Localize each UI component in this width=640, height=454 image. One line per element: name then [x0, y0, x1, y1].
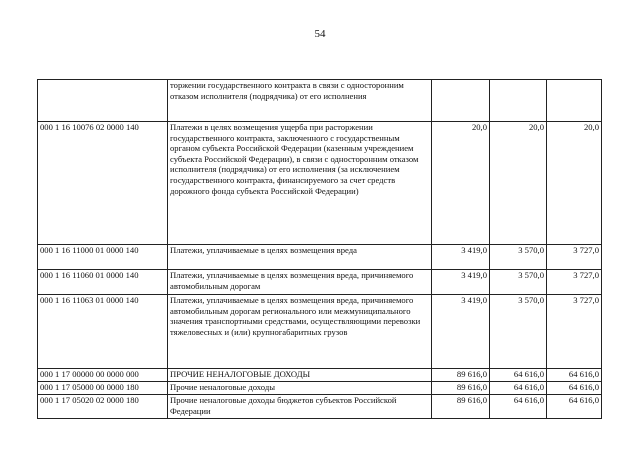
value-year3-cell: 20,0 — [547, 122, 602, 245]
budget-code-cell: 000 1 16 11060 01 0000 140 — [38, 270, 168, 295]
revenue-name-cell: Платежи в целях возмещения ущерба при расторжении государственного контракта, заключенного с государственным органом субъекта Российской Федерации (казенным учреждением субъекта Российской Федерации), в связи с односторонним отказом исполнителя (подрядчика) от его исполнения (за исключением государственного контракта, финансируемого за счет средств дорожного фонда субъекта Российской Федерации) — [168, 122, 432, 245]
table-row — [38, 382, 602, 395]
table-row — [38, 80, 602, 122]
value-year2-cell — [490, 80, 547, 122]
revenue-name-cell: Платежи, уплачиваемые в целях возмещения вреда — [168, 245, 432, 270]
value-year2-cell: 20,0 — [490, 122, 547, 245]
budget-code-cell — [38, 80, 168, 122]
value-year1-cell: 89 616,0 — [432, 382, 490, 395]
revenue-name-cell: ПРОЧИЕ НЕНАЛОГОВЫЕ ДОХОДЫ — [168, 369, 432, 382]
table-row — [38, 122, 602, 245]
value-year1-cell: 20,0 — [432, 122, 490, 245]
revenue-name-cell: торжении государственного контракта в связи с односторонним отказом исполнителя (подрядчика) от его исполнения — [168, 80, 432, 122]
budget-code-cell: 000 1 17 05020 02 0000 180 — [38, 395, 168, 419]
budget-code-cell: 000 1 17 00000 00 0000 000 — [38, 369, 168, 382]
value-year1-cell: 3 419,0 — [432, 295, 490, 369]
table-row — [38, 395, 602, 419]
value-year3-cell: 64 616,0 — [547, 369, 602, 382]
value-year3-cell: 3 727,0 — [547, 295, 602, 369]
budget-code-cell: 000 1 16 11063 01 0000 140 — [38, 295, 168, 369]
value-year3-cell — [547, 80, 602, 122]
budget-code-cell: 000 1 16 11000 01 0000 140 — [38, 245, 168, 270]
table-row — [38, 245, 602, 270]
value-year3-cell: 3 727,0 — [547, 245, 602, 270]
table-row — [38, 270, 602, 295]
value-year1-cell: 89 616,0 — [432, 369, 490, 382]
value-year2-cell: 3 570,0 — [490, 295, 547, 369]
budget-code-cell: 000 1 16 10076 02 0000 140 — [38, 122, 168, 245]
value-year1-cell — [432, 80, 490, 122]
value-year1-cell: 3 419,0 — [432, 270, 490, 295]
revenue-name-cell: Платежи, уплачиваемые в целях возмещения вреда, причиняемого автомобильным дорогам — [168, 270, 432, 295]
table-row — [38, 369, 602, 382]
value-year3-cell: 64 616,0 — [547, 382, 602, 395]
value-year2-cell: 3 570,0 — [490, 270, 547, 295]
value-year2-cell: 64 616,0 — [490, 369, 547, 382]
value-year1-cell: 89 616,0 — [432, 395, 490, 419]
revenue-table — [37, 79, 602, 419]
revenue-name-cell: Платежи, уплачиваемые в целях возмещения вреда, причиняемого автомобильным дорогам регионального или межмуниципального значения транспортными средствами, осуществляющими перевозки тяжеловесных и (или) крупногабаритных грузов — [168, 295, 432, 369]
value-year3-cell: 64 616,0 — [547, 395, 602, 419]
value-year2-cell: 3 570,0 — [490, 245, 547, 270]
value-year1-cell: 3 419,0 — [432, 245, 490, 270]
revenue-name-cell: Прочие неналоговые доходы бюджетов субъектов Российской Федерации — [168, 395, 432, 419]
revenue-name-cell: Прочие неналоговые доходы — [168, 382, 432, 395]
budget-code-cell: 000 1 17 05000 00 0000 180 — [38, 382, 168, 395]
value-year2-cell: 64 616,0 — [490, 382, 547, 395]
value-year2-cell: 64 616,0 — [490, 395, 547, 419]
table-row — [38, 295, 602, 369]
value-year3-cell: 3 727,0 — [547, 270, 602, 295]
page-number: 54 — [314, 28, 326, 40]
